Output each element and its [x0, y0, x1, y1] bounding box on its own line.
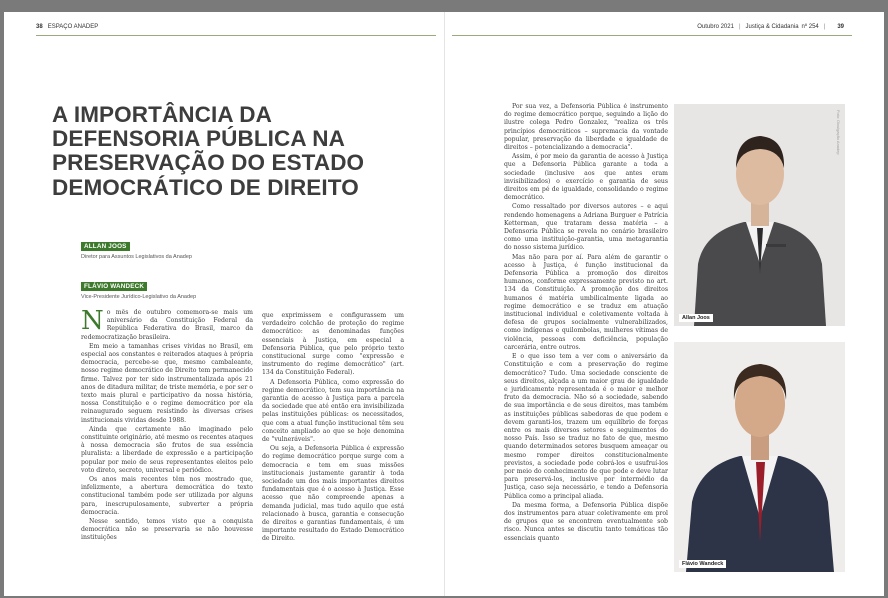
body-paragraph: A Defensoria Pública, como expressão do regime democrático, tem sua importância na garantia de acesso à Justiça para a parcela da sociedade que até então era invisibilizada pelas instituições públicas: os necessitados, que com a atual função institucional têm seu conceito ampliado ao que se hoje denomina de "vulneráveis".	[262, 378, 404, 444]
author-block-flavio	[81, 273, 196, 300]
body-paragraph: No mês de outubro comemora-se mais um aniversário da Constituição Federal da República Federativa do Brasil, marco da redemocratização brasileira.	[81, 309, 253, 341]
title-line: DEFENSORIA PÚBLICA NA	[52, 126, 345, 152]
right-page-number: 39	[837, 24, 844, 30]
body-paragraph: Nesse sentido, temos visto que a conquista democrática não se preservaria se não houvesse instituições	[81, 518, 253, 542]
magazine-name: Justiça & Cidadania	[745, 24, 799, 30]
title-line: A IMPORTÂNCIA DA	[52, 102, 272, 127]
body-paragraph: Ainda que certamente não imaginado pelo constituinte originário, até mesmo os recentes ataques à nossa democracia são frutos de sua essência pluralista: a liberdade de expressão e a participação popular por meio de seus representantes eleitos pelo voto direto, secreto, universal e periódico.	[81, 425, 253, 474]
issue-number: nº 254	[801, 24, 819, 30]
left-header-rule	[36, 35, 436, 36]
body-column-3	[504, 103, 668, 573]
body-paragraph: Ou seja, a Defensoria Pública é expressão do regime democrático porque surge com a democracia e tem em suas missões institucionais justamente garantir à toda sociedade um dos mais importantes direitos fundamentais que é o acesso à Justiça. Esse acesso que não compreende apenas a demanda judicial, mas tudo aquilo que está relacionado à busca, garantia e consecução de direitos e garantias fundamentais, é um importante resultado do Estado Democrático de Direito.	[262, 445, 404, 543]
body-paragraph: Assim, é por meio da garantia de acesso à Justiça que a Defensoria Pública garante a toda a sociedade (inclusive aos que antes eram invisibilizados) o exercício e garantia de seus direitos em pé de igualdade, consolidando o regime democrático.	[504, 153, 668, 202]
photo-caption: Allan Joos	[679, 314, 713, 322]
body-paragraph: Os anos mais recentes têm nos mostrado que, infelizmente, a abertura democrática do texto constitucional também pode ser utilizada por alguns para, inescrupulosamente, subverter a própria democracia.	[81, 476, 253, 516]
drop-cap: N	[81, 309, 104, 336]
body-column-1	[81, 309, 253, 577]
body-paragraph: que exprimissem e configurassem um verdadeiro colchão de proteção do regime democrático: as denominadas funções essenciais à Justiça, em especial a Defensoria Pública, que pelo próprio texto constitucional surge como "expressão e instrumento do regime democrático" (art. 134 da Constituição Federal).	[262, 312, 404, 377]
magazine-spread	[4, 12, 884, 596]
body-paragraph: Como ressaltado por diversos autores – e aqui rendendo homenagens a Adriana Burguer e Patrícia Ketterman, que trataram dessa matéria – a Defensoria Pública se revela no cenário brasileiro como uma instituição-garantia, uma metagarantia do nosso sistema jurídico.	[504, 203, 668, 252]
portrait-illustration	[674, 104, 845, 326]
portrait-photo-flavio	[674, 342, 845, 572]
portrait-photo-allan	[674, 104, 845, 326]
right-page-header: Outubro 2021 | Justiça & Cidadania nº 254 | 39	[697, 24, 844, 30]
article-title	[52, 103, 372, 200]
title-line: PRESERVAÇÃO DO ESTADO	[52, 150, 365, 176]
photo-caption: Flávio Wandeck	[679, 560, 726, 568]
photo-credit: Foto: Divulgação Anadep	[836, 110, 841, 155]
body-paragraph: Em meio a tamanhas crises vividas no Brasil, em especial aos constantes e reiterados ataques à própria democracia, percebe-se que, mesmo cambaleante, nosso regime democrático de Direito tem permanecido firme. Talvez por ter sido instrumentalizada após 21 anos de ditadura militar, de triste memória, e por ser o texto mais plural e participativo da nossa história, nossa Constituição e o regime democrático por ela reinaugurado seguem resistindo às diversas crises institucionais vividas desde 1988.	[81, 342, 253, 424]
author-role: Diretor para Assuntos Legislativos da Anadep	[81, 254, 192, 260]
title-line: DEMOCRÁTICO DE DIREITO	[52, 174, 359, 200]
body-paragraph: E o que isso tem a ver com o aniversário da Constituição e com a preservação do regime democrático? Tudo. Uma sociedade consciente de seus direitos, alçada a um maior grau de igualdade e juridicamente representada é o maior e melhor fruto da democracia. Não só a sociedade, sabendo de sua importância e de seus direitos, mas também as instituições públicas sabedoras de que podem e devem garanti-los, trazem um equilíbrio de forças entre os mais diversos setores e seguimentos do nosso País. Isso se traduz no fato de que, mesmo quando determinados setores busquem ameaçar ou mesmo romper direitos constitucionalmente previstos, a sociedade pode cobrá-los e usufruí-los por meio do conhecimento de que pode e deve lutar para preservá-los, inclusive por intermédio da Justiça, caso seja necessário, e tendo a Defensoria Pública como a principal aliada.	[504, 353, 668, 500]
issue-date: Outubro 2021	[697, 24, 734, 30]
author-name: FLÁVIO WANDECK	[81, 282, 147, 291]
body-paragraph: Da mesma forma, a Defensoria Pública dispõe dos instrumentos para atuar coletivamente em prol de grupos que se encontrem eventualmente sob risco. Nunca antes se discutiu tanto temáticas tão essenciais quanto	[504, 501, 668, 542]
page-gutter	[444, 12, 445, 596]
left-page-header	[36, 24, 98, 30]
left-page-number: 38	[36, 24, 43, 30]
right-header-rule	[452, 35, 852, 36]
section-label: ESPAÇO ANADEP	[47, 24, 99, 30]
author-role: Vice-Presidente Jurídico-Legislativo da Anadep	[81, 294, 197, 300]
body-column-2	[262, 312, 404, 577]
body-paragraph: Por sua vez, a Defensoria Pública é instrumento do regime democrático porque, seguindo a lição do ilustre colega Pedro Gonzalez, "realiza os três princípios democráticos – supremacia da vontade popular, preservação da liberdade e igualdade de direitos – potencializando a democracia".	[504, 103, 668, 152]
body-paragraph: Mas não para por aí. Para além de garantir o acesso à Justiça, é função institucional da Defensoria Pública a promoção dos direitos humanos, conforme expressamente previsto no art. 134 da Constituição. A promoção dos direitos humanos é matéria umbilicalmente ligada ao regime democrático e se traduz em atuação institucional individual e coletivamente voltada à defesa de grupos socialmente vulnerabilizados, como indígenas e quilombolas, mulheres vítimas de violência, pessoas com deficiência, população carcerária, entre outros.	[504, 253, 668, 351]
author-name: ALLAN JOOS	[81, 242, 130, 251]
portrait-illustration	[674, 342, 845, 572]
author-block-allan	[81, 233, 192, 260]
